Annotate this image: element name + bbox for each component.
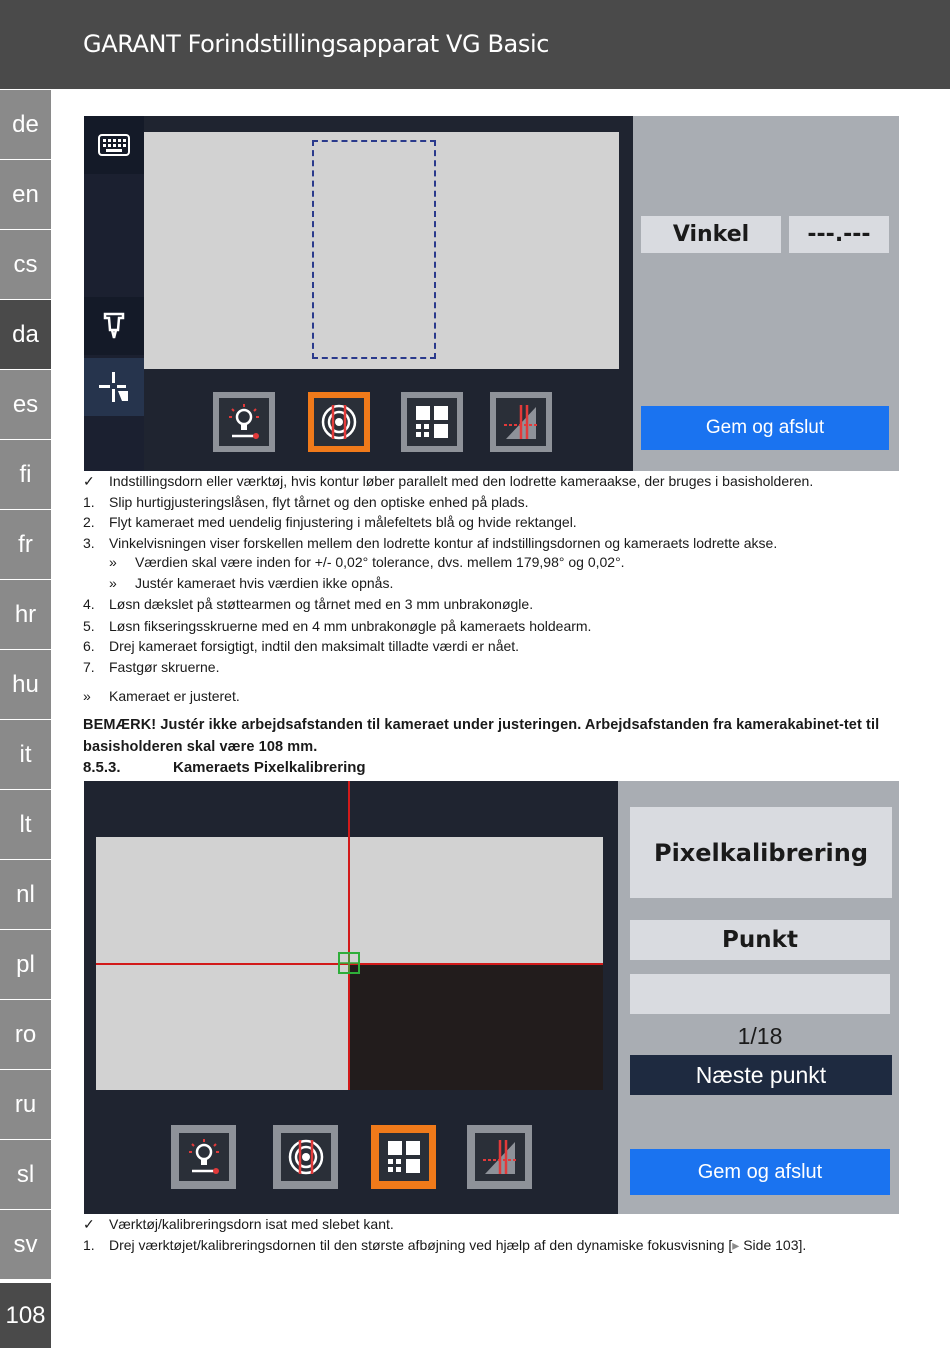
lang-tab-fr[interactable]: fr xyxy=(0,510,51,580)
tool-silhouette xyxy=(349,964,603,1090)
focus-icon xyxy=(314,398,364,446)
lang-tab-hr[interactable]: hr xyxy=(0,580,51,650)
document-title: GARANT Forindstillingsapparat VG Basic xyxy=(83,30,550,58)
light-tool-button[interactable] xyxy=(213,392,275,452)
ref-arrow-icon: ▸ xyxy=(732,1237,740,1253)
lang-tab-sv[interactable]: sv xyxy=(0,1210,51,1280)
angle-value: ---.--- xyxy=(789,216,889,253)
save-exit-button[interactable]: Gem og afslut xyxy=(630,1149,890,1195)
lang-tab-ru[interactable]: ru xyxy=(0,1070,51,1140)
section-heading xyxy=(83,759,366,776)
camera-view xyxy=(96,837,603,1090)
camera-view xyxy=(144,132,619,369)
measurement-rectangle xyxy=(312,140,436,359)
grid-icon xyxy=(407,398,457,446)
lang-tab-sl[interactable]: sl xyxy=(0,1140,51,1210)
lang-tab-da[interactable]: da xyxy=(0,300,51,370)
lang-tab-lt[interactable]: lt xyxy=(0,790,51,860)
next-point-button[interactable]: Næste punkt xyxy=(630,1055,892,1095)
point-value-field xyxy=(630,974,890,1014)
lang-tab-es[interactable]: es xyxy=(0,370,51,440)
page-number: 108 xyxy=(0,1283,51,1348)
crosshair-vertical xyxy=(348,781,350,1090)
grid-tool-button[interactable] xyxy=(401,392,463,452)
focus-tool-button[interactable] xyxy=(273,1125,338,1189)
language-tabs xyxy=(0,90,51,1280)
focus-icon xyxy=(281,1133,331,1181)
lang-tab-ro[interactable]: ro xyxy=(0,1000,51,1070)
section-title: Kameraets Pixelkalibrering xyxy=(173,759,366,776)
calibration-title: Pixelkalibrering xyxy=(630,807,892,898)
alignment-tool-button[interactable] xyxy=(467,1125,532,1189)
lang-tab-en[interactable]: en xyxy=(0,160,51,230)
crosshair-icon[interactable] xyxy=(84,358,144,416)
page-reference-link[interactable]: Side 103]. xyxy=(743,1237,807,1253)
light-icon xyxy=(219,398,269,446)
lang-tab-it[interactable]: it xyxy=(0,720,51,790)
page-header xyxy=(0,0,950,89)
light-icon xyxy=(179,1133,229,1181)
lang-tab-hu[interactable]: hu xyxy=(0,650,51,720)
focus-tool-button[interactable] xyxy=(308,392,370,452)
note-text: BEMÆRK! Justér ikke arbejdsafstanden til kameraet under justeringen. Arbejdsafstanden fra kamerakabinet-tet til basisholderen skal være 108 mm. xyxy=(83,717,880,755)
grid-icon xyxy=(379,1133,429,1181)
lang-tab-fi[interactable]: fi xyxy=(0,440,51,510)
lamp-icon[interactable] xyxy=(84,297,144,355)
check-mark: ✓ xyxy=(83,473,95,489)
lang-tab-nl[interactable]: nl xyxy=(0,860,51,930)
angle-label: Vinkel xyxy=(641,216,781,253)
keyboard-icon[interactable] xyxy=(84,116,144,174)
point-label: Punkt xyxy=(630,920,890,960)
left-toolbar xyxy=(84,116,144,471)
angle-screen xyxy=(84,116,899,471)
section-number: 8.5.3. xyxy=(83,759,121,776)
grid-tool-button[interactable] xyxy=(371,1125,436,1189)
point-counter: 1/18 xyxy=(737,1022,783,1049)
calibration-point-marker xyxy=(338,952,360,974)
pixel-calibration-screen xyxy=(84,781,899,1214)
check-mark: ✓ xyxy=(83,1216,95,1232)
lang-tab-pl[interactable]: pl xyxy=(0,930,51,1000)
alignment-tool-button[interactable] xyxy=(490,392,552,452)
light-tool-button[interactable] xyxy=(171,1125,236,1189)
angle-panel xyxy=(633,116,899,471)
lang-tab-cs[interactable]: cs xyxy=(0,230,51,300)
lang-tab-de[interactable]: de xyxy=(0,90,51,160)
calibration-panel xyxy=(618,781,899,1214)
alignment-icon xyxy=(475,1133,525,1181)
save-exit-button[interactable]: Gem og afslut xyxy=(641,406,889,450)
alignment-icon xyxy=(496,398,546,446)
